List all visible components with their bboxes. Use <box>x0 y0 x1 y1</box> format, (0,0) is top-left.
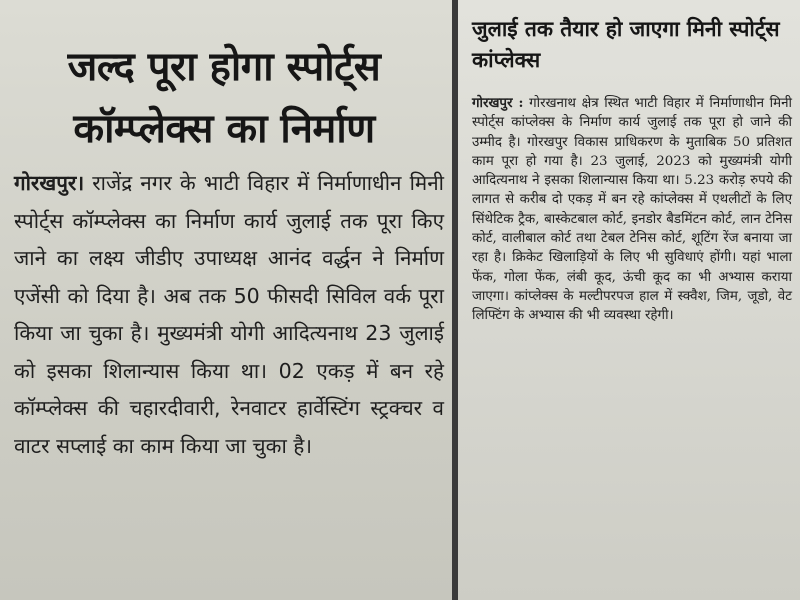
right-article-body <box>472 94 792 326</box>
right-headline: जुलाई तक तैयार हो जाएगा मिनी स्पोर्ट्स कांप्लेक्स <box>472 17 780 72</box>
left-body-text: राजेंद्र नगर के भाटी विहार में निर्माणाधीन मिनी स्पोर्ट्स कॉम्प्लेक्स का निर्माण कार्य जुलाई तक पूरा किए जाने का लक्ष्य जीडीए उपाध्यक्ष आनंद वर्द्धन ने निर्माण एजेंसी को दिया है। अब तक 50 फीसदी सिविल वर्क पूरा किया जा चुका है। मुख्यमंत्री योगी आदित्यनाथ 23 जुलाई को इसका शिलान्यास किया था। 02 एकड़ में बन रहे कॉम्प्लेक्स की चहारदीवारी, रेनवाटर हार्वेस्टिंग स्ट्रक्चर व वाटर सप्लाई का काम किया जा चुका है। <box>14 171 444 458</box>
right-body-text: गोरखनाथ क्षेत्र स्थित भाटी विहार में निर्माणाधीन मिनी स्पोर्ट्स कांप्लेक्स के निर्माण कार्य जुलाई तक पूरा हो जाने की उम्मीद है। गोरखपुर विकास प्राधिकरण के मुताबिक 50 प्रतिशत काम पूरा हो गया है। 23 जुलाई, 2023 को मुख्यमंत्री योगी आदित्यनाथ ने इसका शिलान्यास किया था। 5.23 करोड़ रुपये की लागत से करीब दो एकड़ में बन रहे कांप्लेक्स में एथलीटों के लिए सिंथेटिक ट्रैक, बास्केटबाल कोर्ट, इनडोर बैडमिंटन कोर्ट, लान टेनिस कोर्ट, वालीबाल कोर्ट तथा टेबल टेनिस कोर्ट, शूटिंग रेंज बनाया जा रहा है। क्रिकेट खिलाड़ियों के लिए भी सुविधाएं होंगी। यहां भाला फेंक, गोला फेंक, लंबी कूद, ऊंची कूद का भी अभ्यास कराया जाएगा। कांप्लेक्स के मल्टीपरपज हाल में स्क्वैश, जिम, जूडो, वेट लिफ्टिंग के अभ्यास की भी व्यवस्था रहेगी। <box>472 96 792 324</box>
right-dateline: गोरखपुर : <box>472 95 524 111</box>
left-dateline: गोरखपुर। <box>14 171 85 195</box>
left-article-body <box>14 165 444 465</box>
left-headline: जल्द पूरा होगा स्पोर्ट्स कॉम्प्लेक्स का निर्माण <box>67 44 381 152</box>
